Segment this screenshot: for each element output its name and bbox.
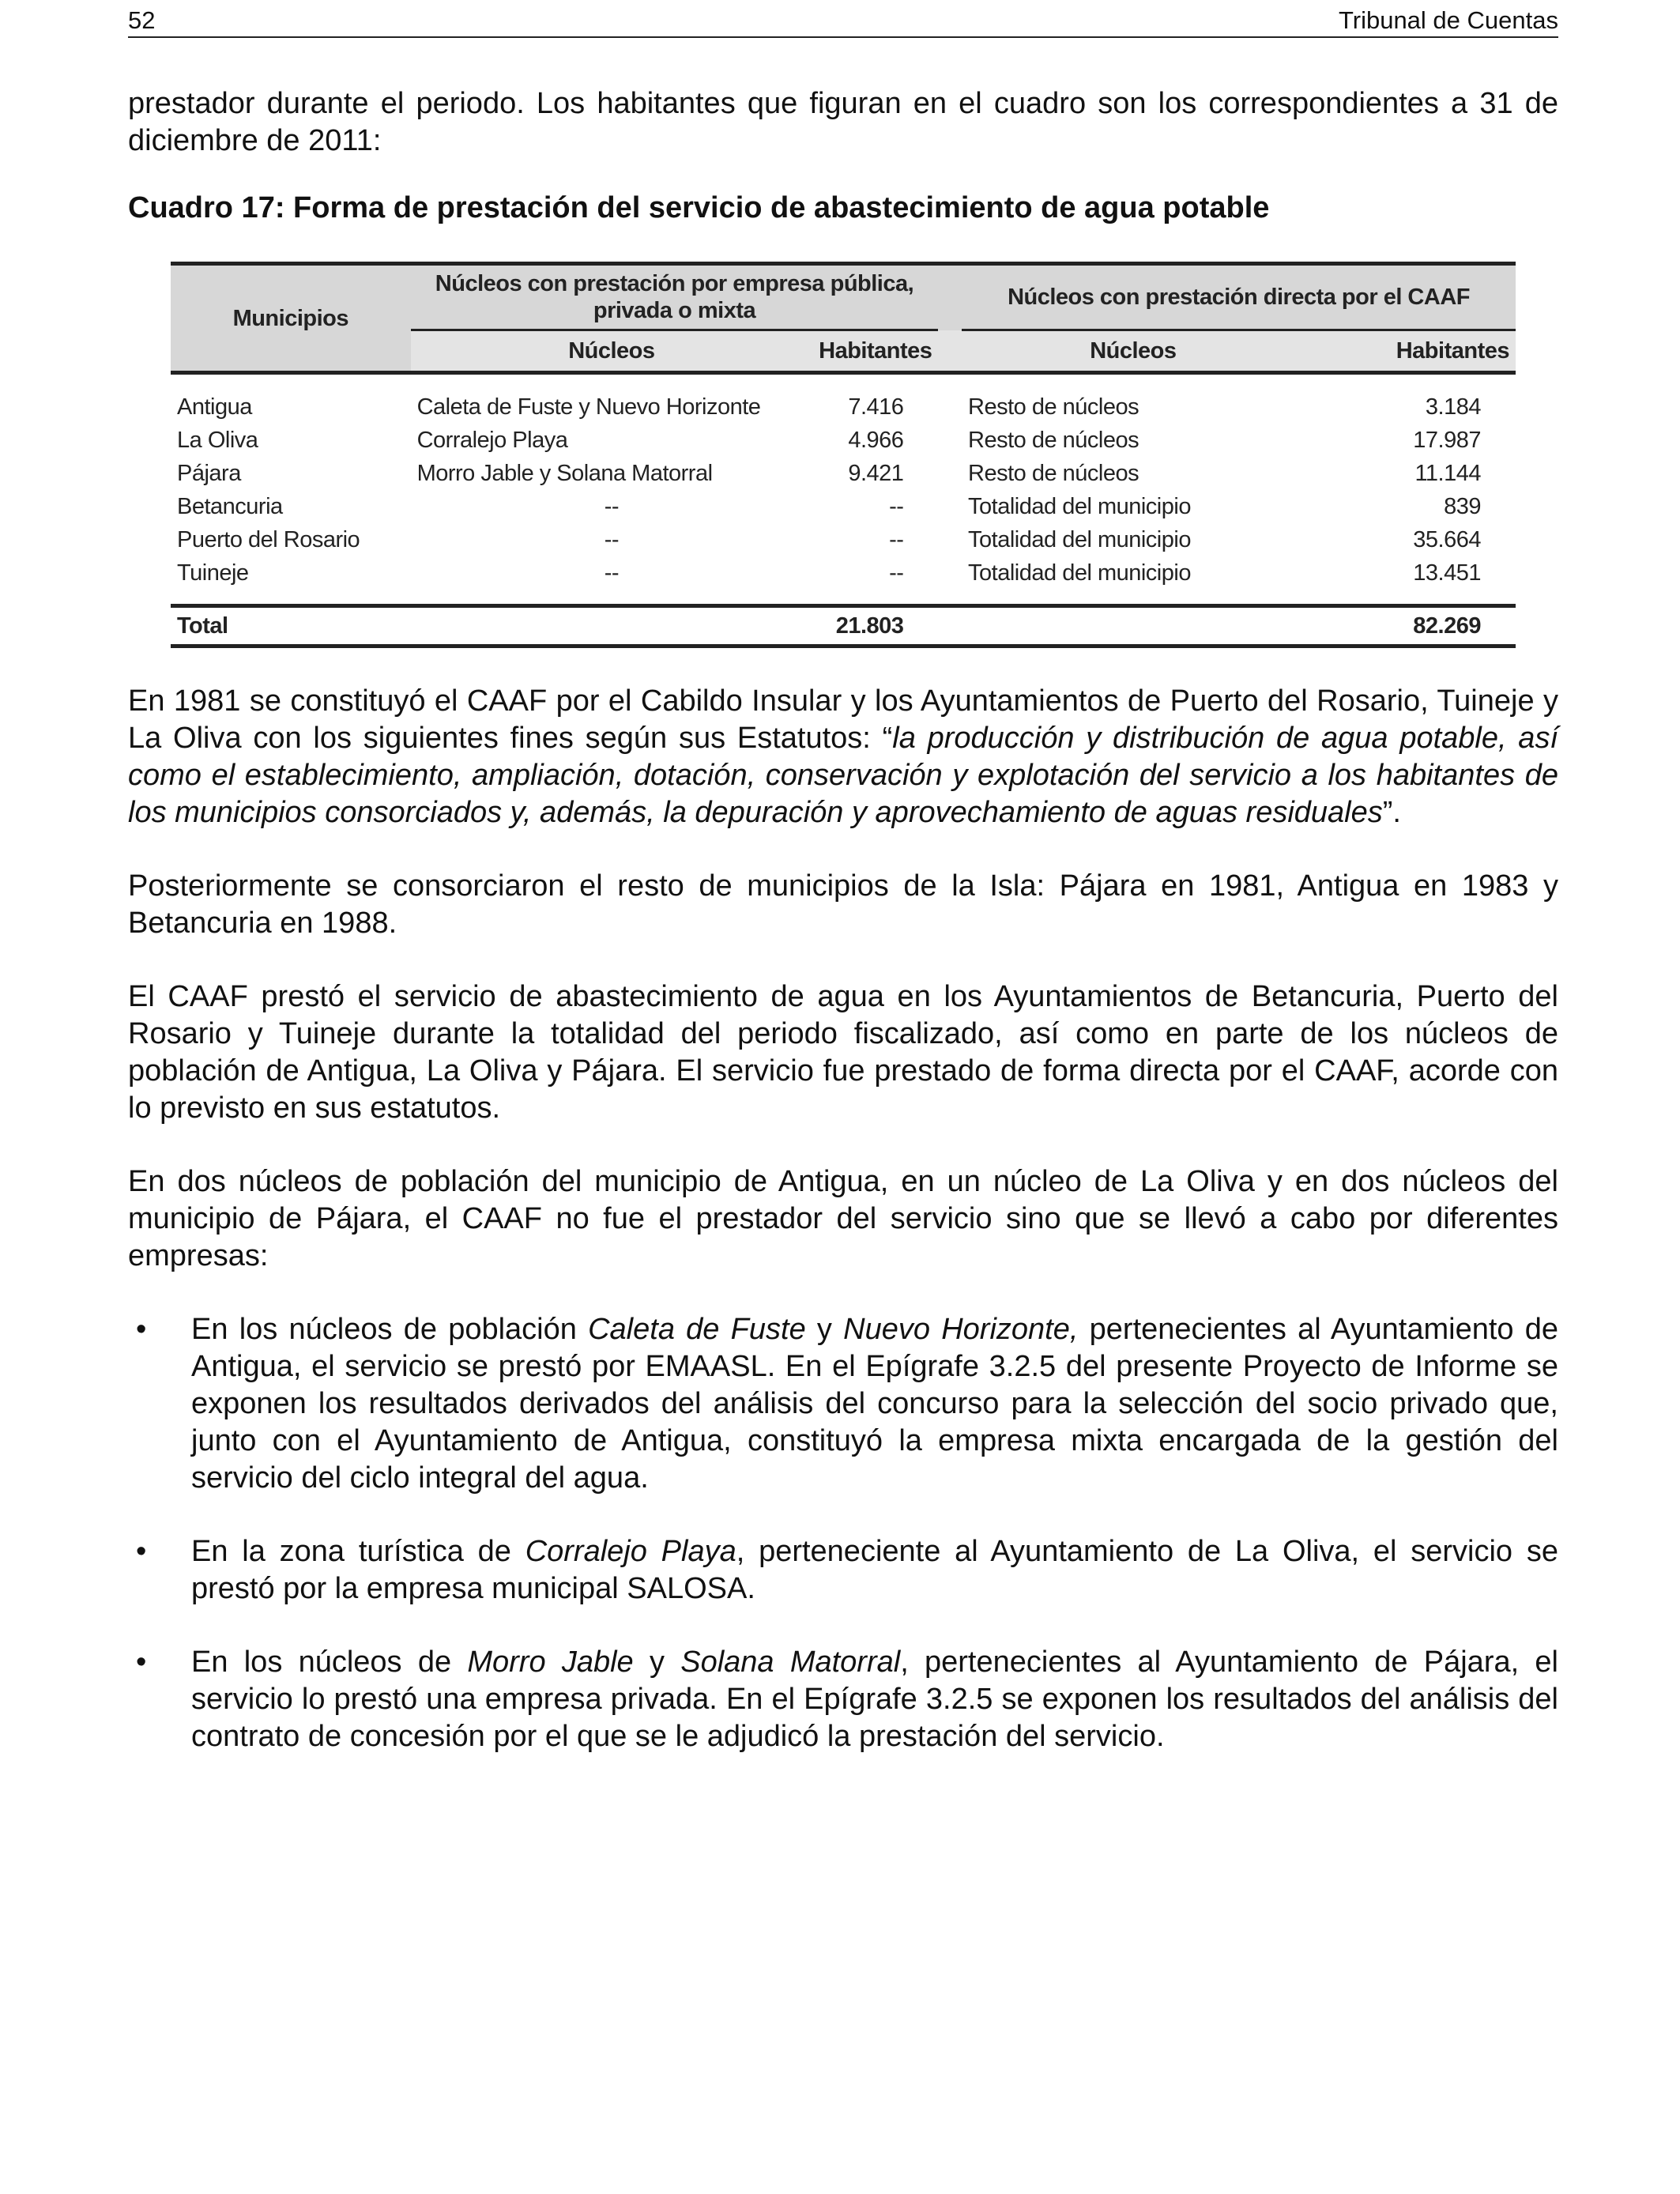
cell-municipio: La Oliva xyxy=(177,428,258,453)
header-group-empresa: Núcleos con prestación por empresa pública, privada o mixta xyxy=(411,264,939,330)
paragraph-caaf-constitution: En 1981 se constituyó el CAAF por el Cabildo Insular y los Ayuntamientos de Puerto del Rosario, Tuineje y La Oliva con los siguientes fines según sus Estatutos: “la producción y distribución de agua potable, así como el establecimiento, ampliación, dotación, conservación y explotación del servicio a los habitantes de los municipios consorciados y, además, la depuración y aprovechamiento de aguas residuales”. xyxy=(128,684,1558,829)
header-group-caaf: Núcleos con prestación directa por el CAAF xyxy=(962,264,1516,330)
cell-nucleos-1: Morro Jable y Solana Matorral xyxy=(416,461,713,486)
cell-municipio: Tuineje xyxy=(177,560,249,586)
table-row xyxy=(171,490,1516,523)
subheader-nucleos-2: Núcleos xyxy=(962,330,1305,373)
cell-habitantes-2: 11.144 xyxy=(1414,461,1481,486)
table-row xyxy=(171,523,1516,556)
cell-municipio: Puerto del Rosario xyxy=(177,527,360,552)
statutes-quote: la producción y distribución de agua potable, así como el establecimiento, ampliación, dotación, conservación y explotación del servicio a los habitantes de los municipios consorciados y, además, la depuración y aprovechamiento de aguas residuales xyxy=(128,722,1558,829)
cell-nucleos-1: -- xyxy=(604,560,620,586)
list-item: • En la zona turística de Corralejo Playa, perteneciente al Ayuntamiento de La Oliva, el servicio se prestó por la empresa municipal SALOSA. xyxy=(136,1535,1558,1605)
table-row xyxy=(171,373,1516,424)
water-supply-table xyxy=(171,262,1516,648)
list-item: • En los núcleos de población Caleta de Fuste y Nuevo Horizonte, pertenecientes al Ayuntamiento de Antigua, el servicio se prestó por EMAASL. En el Epígrafe 3.2.5 del presente Proyecto de Informe se exponen los resultados derivados del análisis del concurso para la selección del socio privado que, junto con el Ayuntamiento de Antigua, constituyó la empresa mixta encargada de la gestión del servicio del ciclo integral del agua. xyxy=(136,1313,1559,1495)
bullet-icon: • xyxy=(136,1646,147,1679)
cell-nucleos-1: Caleta de Fuste y Nuevo Horizonte xyxy=(416,394,761,420)
table-total-row xyxy=(171,606,1516,647)
bullet-icon: • xyxy=(136,1535,147,1568)
paragraph-other-providers: En dos núcleos de población del municipio de Antigua, en un núcleo de La Oliva y en dos núcleos del municipio de Pájara, el CAAF no fue el prestador del servicio sino que se llevó a cabo por diferentes empresas: xyxy=(128,1165,1558,1272)
cell-nucleos-1: Corralejo Playa xyxy=(416,428,568,453)
cell-municipio: Antigua xyxy=(177,394,252,420)
cell-habitantes-2: 839 xyxy=(1444,494,1481,519)
cell-nucleos-2: Totalidad del municipio xyxy=(968,527,1191,552)
cell-nucleos-1: -- xyxy=(604,494,620,519)
header-gap xyxy=(938,264,962,330)
cell-nucleos-2: Totalidad del municipio xyxy=(968,494,1191,519)
header-organization: Tribunal de Cuentas xyxy=(1338,6,1558,34)
providers-list xyxy=(128,1311,1558,1755)
page-header xyxy=(128,5,1558,38)
cell-nucleos-2: Resto de núcleos xyxy=(968,394,1139,420)
intro-paragraph: prestador durante el periodo. Los habitantes que figuran en el cuadro son los correspondientes a 31 de diciembre de 2011: xyxy=(128,87,1558,157)
cell-habitantes-1: -- xyxy=(889,527,904,552)
subheader-gap xyxy=(938,330,962,373)
cell-nucleos-2: Resto de núcleos xyxy=(968,428,1139,453)
cell-nucleos-2: Resto de núcleos xyxy=(968,461,1139,486)
cell-municipio: Betancuria xyxy=(177,494,283,519)
subheader-nucleos-1: Núcleos xyxy=(411,330,813,373)
cell-total-habitantes-2: 82.269 xyxy=(1305,606,1516,647)
cell-habitantes-2: 3.184 xyxy=(1425,394,1481,420)
cell-habitantes-1: -- xyxy=(889,560,904,586)
paragraph-caaf-service: El CAAF prestó el servicio de abastecimiento de agua en los Ayuntamientos de Betancuria, Puerto del Rosario y Tuineje durante la totalidad del periodo fiscalizado, así como en parte de los núcleos de población de Antigua, La Oliva y Pájara. El servicio fue prestado de forma directa por el CAAF, acorde con lo previsto en sus estatutos. xyxy=(128,980,1558,1125)
header-municipios: Municipios xyxy=(171,264,411,373)
table-caption: Cuadro 17: Forma de prestación del servicio de abastecimiento de agua potable xyxy=(128,191,1270,224)
cell-habitantes-1: 4.966 xyxy=(848,428,904,453)
table-row xyxy=(171,424,1516,457)
page-number: 52 xyxy=(128,6,156,34)
cell-habitantes-1: 7.416 xyxy=(848,394,904,420)
table-row xyxy=(171,556,1516,606)
list-item: • En los núcleos de Morro Jable y Solana Matorral, pertenecientes al Ayuntamiento de Pájara, el servicio lo prestó una empresa privada. En el Epígrafe 3.2.5 se exponen los resultados del análisis del contrato de concesión por el que se le adjudicó la prestación del servicio. xyxy=(136,1646,1558,1753)
table-container xyxy=(171,262,1516,648)
cell-total-label: Total xyxy=(171,606,411,647)
cell-habitantes-1: 9.421 xyxy=(848,461,904,486)
cell-nucleos-1: -- xyxy=(604,527,620,552)
table-row xyxy=(171,457,1516,490)
cell-habitantes-2: 35.664 xyxy=(1413,527,1481,552)
subheader-habitantes-2: Habitantes xyxy=(1305,330,1516,373)
cell-habitantes-1: -- xyxy=(889,494,904,519)
bullet-icon: • xyxy=(136,1313,147,1346)
cell-municipio: Pájara xyxy=(177,461,241,486)
cell-nucleos-2: Totalidad del municipio xyxy=(968,560,1191,586)
cell-total-habitantes-1: 21.803 xyxy=(812,606,938,647)
paragraph-consortium: Posteriormente se consorciaron el resto de municipios de la Isla: Pájara en 1981, Antigua en 1983 y Betancuria en 1988. xyxy=(128,869,1558,940)
cell-habitantes-2: 17.987 xyxy=(1413,428,1481,453)
subheader-habitantes-1: Habitantes xyxy=(812,330,938,373)
cell-habitantes-2: 13.451 xyxy=(1413,560,1481,586)
page-content xyxy=(128,85,1558,1792)
